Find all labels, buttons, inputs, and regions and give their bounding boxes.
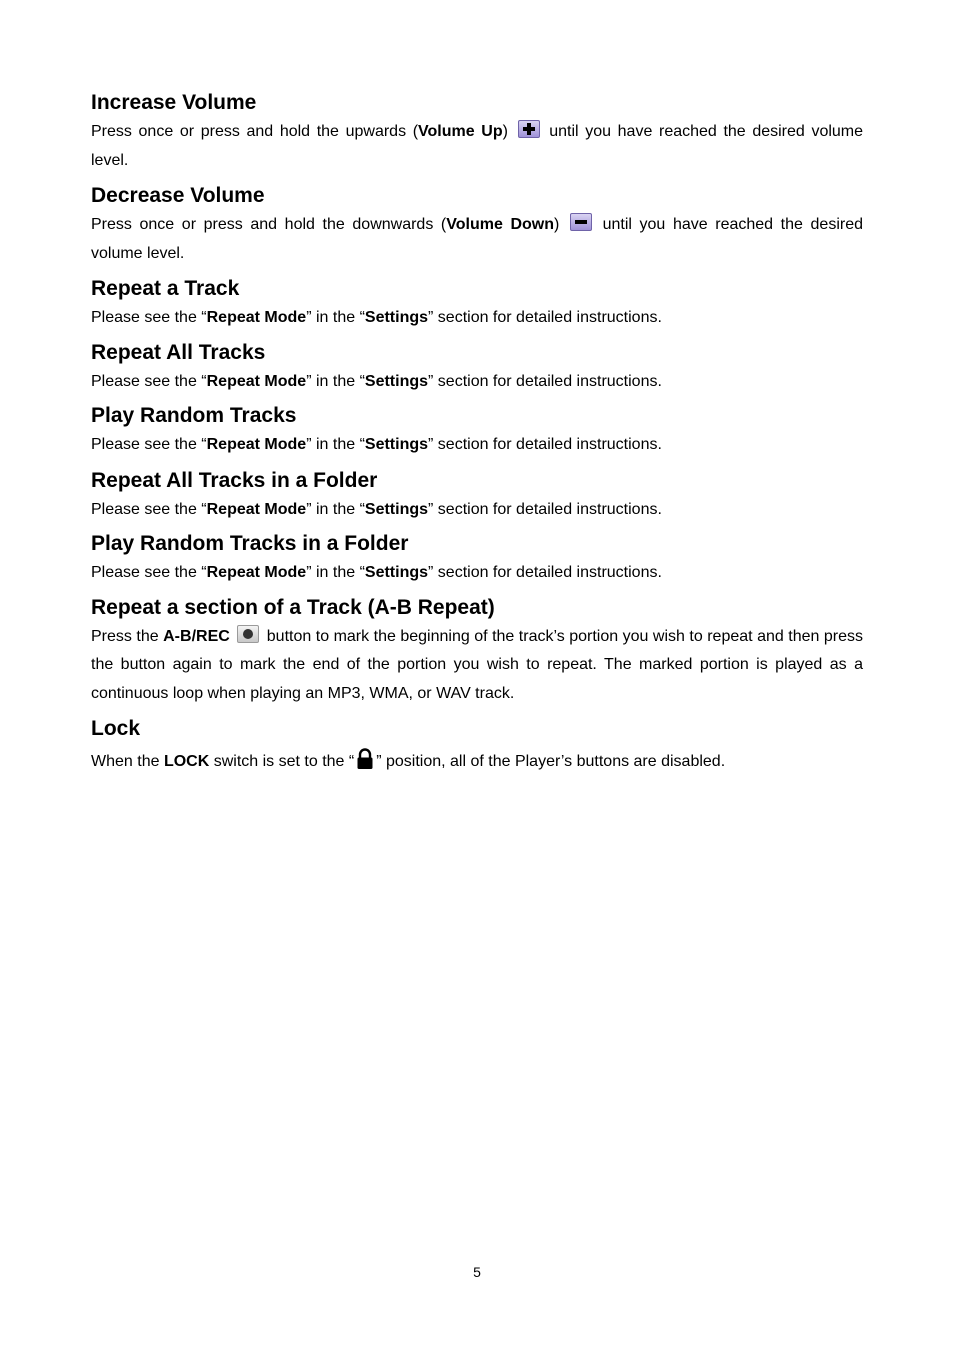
section-heading: Repeat All Tracks in a Folder xyxy=(91,468,378,492)
manual-page xyxy=(91,88,863,777)
section-heading: Increase Volume xyxy=(91,91,257,114)
plus-icon xyxy=(518,120,540,138)
page-number: 5 xyxy=(473,1264,481,1280)
section-body: Press once or press and hold the downwards (Volume Down) until you have reached the desired volume level. xyxy=(91,211,863,268)
section-repeat-all-tracks-folder xyxy=(91,466,863,525)
section-heading: Repeat All Tracks xyxy=(91,340,266,364)
record-icon xyxy=(237,625,259,643)
section-heading: Decrease Volume xyxy=(91,184,265,207)
section-repeat-track xyxy=(91,274,863,333)
section-heading: Repeat a section of a Track (A-B Repeat) xyxy=(91,595,495,619)
section-body: Please see the “Repeat Mode” in the “Settings” section for detailed instructions. xyxy=(91,372,662,390)
section-repeat-all-tracks xyxy=(91,338,863,397)
section-lock xyxy=(91,714,863,777)
section-heading: Play Random Tracks xyxy=(91,404,297,427)
section-body: When the LOCK switch is set to the “ ” position, all of the Player’s buttons are disabled. xyxy=(91,748,863,777)
section-increase-volume xyxy=(91,88,863,175)
minus-icon xyxy=(570,213,592,231)
section-body: Press the A-B/REC button to mark the beginning of the track’s portion you wish to repeat and then press the button again to mark the end of the portion you wish to repeat. The marked portion is played as a continuous loop when playing an MP3, WMA, or WAV track. xyxy=(91,623,863,709)
section-heading: Play Random Tracks in a Folder xyxy=(91,532,409,555)
section-ab-repeat xyxy=(91,593,863,709)
section-body: Please see the “Repeat Mode” in the “Settings” section for detailed instructions. xyxy=(91,309,662,326)
section-decrease-volume xyxy=(91,181,863,268)
lock-icon xyxy=(356,748,374,770)
section-body: Please see the “Repeat Mode” in the “Settings” section for detailed instructions. xyxy=(91,564,662,581)
section-heading: Lock xyxy=(91,717,141,740)
section-body: Press once or press and hold the upwards (Volume Up) until you have reached the desired volume level. xyxy=(91,118,863,175)
section-heading: Repeat a Track xyxy=(91,277,240,300)
section-play-random-tracks xyxy=(91,401,863,460)
section-body: Please see the “Repeat Mode” in the “Settings” section for detailed instructions. xyxy=(91,500,662,518)
section-play-random-tracks-folder xyxy=(91,529,863,588)
section-body: Please see the “Repeat Mode” in the “Settings” section for detailed instructions. xyxy=(91,436,662,453)
